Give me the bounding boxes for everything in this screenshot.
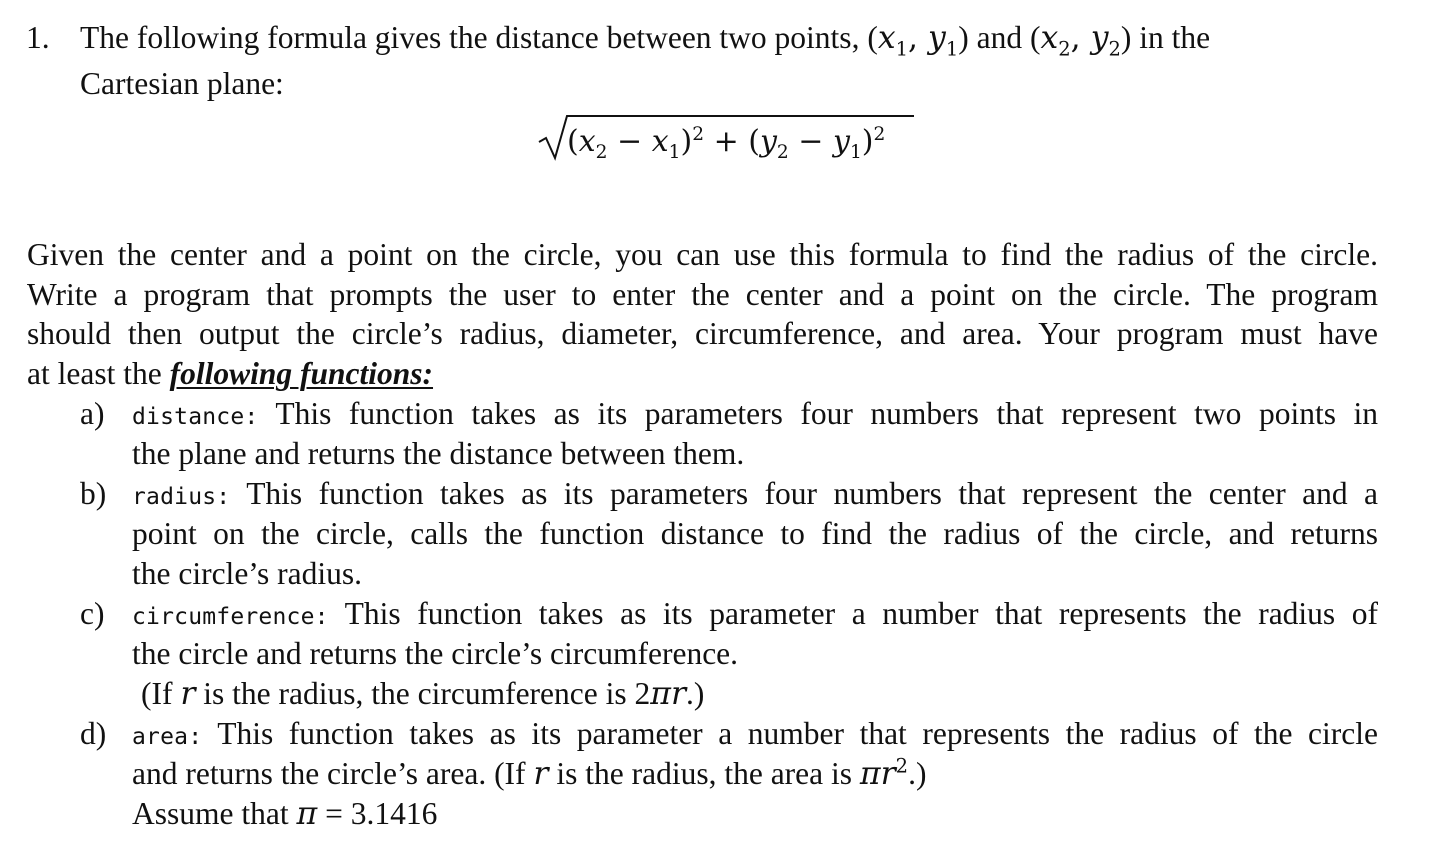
code-area: area: bbox=[132, 724, 203, 750]
formula-x1: x bbox=[651, 124, 669, 159]
intro-line-1 bbox=[80, 18, 1378, 61]
problem-number: 1. bbox=[26, 20, 50, 55]
item-d-text-1: This function takes as its parameter a number that represents the radius of the circle bbox=[202, 716, 1378, 751]
item-b-line-1 bbox=[132, 474, 1378, 517]
paragraph-line-4-text: at least the bbox=[27, 356, 170, 391]
point2-x: x bbox=[1040, 20, 1059, 56]
point1-sep: , bbox=[908, 20, 929, 56]
point2-y: y bbox=[1090, 20, 1109, 56]
radius-symbol: r bbox=[533, 756, 549, 792]
formula-y1: y bbox=[832, 124, 850, 159]
distance-formula bbox=[537, 112, 917, 162]
code-radius: radius: bbox=[132, 484, 231, 510]
code-circumference: circumference: bbox=[132, 604, 329, 630]
item-c-label: c) bbox=[80, 596, 105, 631]
intro-text-b: ) and ( bbox=[958, 20, 1041, 55]
item-c-text-1: This function takes as its parameter a number that represents the radius of bbox=[328, 596, 1378, 631]
radius-symbol: r bbox=[670, 676, 687, 712]
paragraph-line-3: should then output the circle’s radius, diameter, circumference, and area. Your program must have bbox=[27, 316, 1378, 351]
item-a-line-1 bbox=[132, 394, 1378, 437]
formula-radicand: $(x_2 - x_1)^2 + (y_2 - y_1)^2$ bbox=[567, 124, 886, 163]
code-distance: distance: bbox=[132, 404, 259, 430]
item-b-label: b) bbox=[80, 476, 107, 511]
intro-text-c: ) in the bbox=[1120, 20, 1211, 55]
pi-symbol: π bbox=[650, 676, 671, 712]
item-d-label: d) bbox=[80, 716, 107, 751]
point1-x: x bbox=[877, 20, 896, 56]
pi-symbol: π bbox=[296, 796, 318, 832]
pi-symbol: π bbox=[859, 756, 881, 792]
item-a-line-2: the plane and returns the distance between them. bbox=[132, 436, 745, 471]
paragraph-line-1: Given the center and a point on the circle, you can use this formula to find the radius of the circle. bbox=[27, 237, 1378, 272]
point2-y-sub: 2 bbox=[1108, 37, 1121, 61]
item-a-label: a) bbox=[80, 396, 105, 431]
item-d-line-2: and returns the circle’s area. (If r is the radius, the area is $\pi r^2$.) bbox=[132, 754, 927, 792]
squared-exponent: 2 bbox=[895, 754, 909, 778]
item-c-line-2: the circle and returns the circle’s circumference. bbox=[132, 636, 739, 671]
point2-x-sub: 2 bbox=[1058, 37, 1071, 61]
item-b-line-2: point on the circle, calls the function distance to find the radius of the circle, and returns bbox=[132, 516, 1378, 551]
item-a-text-1: This function takes as its parameters four numbers that represent two points in bbox=[258, 396, 1378, 431]
item-c-line-3: (If r is the radius, the circumference is 2πr.) bbox=[141, 676, 705, 712]
following-functions-heading: following functions: bbox=[169, 356, 434, 391]
item-b-line-3: the circle’s radius. bbox=[132, 556, 363, 591]
formula-y2: y bbox=[759, 124, 777, 159]
item-c-line-1 bbox=[132, 594, 1378, 637]
point1-x-sub: 1 bbox=[895, 37, 908, 61]
radius-symbol: r bbox=[180, 676, 196, 712]
paragraph-line-2: Write a program that prompts the user to enter the center and a point on the circle. The program bbox=[27, 277, 1378, 312]
paragraph-line-4 bbox=[27, 354, 433, 394]
point1-y-sub: 1 bbox=[945, 37, 959, 61]
item-d-line-1 bbox=[132, 714, 1378, 757]
formula-x2: x bbox=[578, 124, 596, 159]
point2-sep: , bbox=[1070, 20, 1091, 56]
radius-symbol: r bbox=[880, 756, 896, 792]
item-d-line-3: Assume that π = 3.1416 bbox=[132, 796, 438, 832]
intro-text-a: The following formula gives the distance between two points, ( bbox=[80, 20, 878, 55]
point1-y: y bbox=[928, 20, 946, 56]
item-b-text-1: This function takes as its parameters four numbers that represent the center and a bbox=[230, 476, 1378, 511]
intro-line-2: Cartesian plane: bbox=[80, 66, 284, 101]
